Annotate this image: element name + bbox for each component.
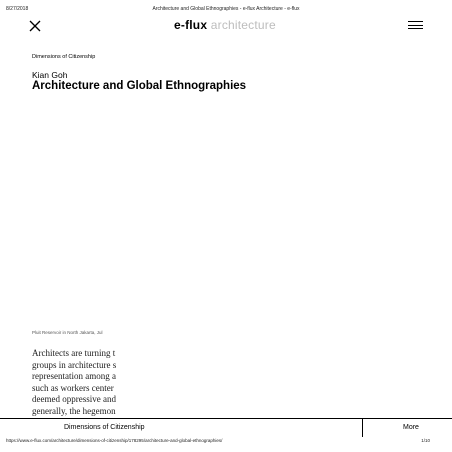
body-line: representation among a (32, 371, 116, 382)
logo-sub-text: architecture (210, 18, 276, 32)
hamburger-menu-icon (408, 21, 423, 29)
article-body (32, 348, 130, 418)
body-line: Architects are turning t (32, 348, 116, 358)
print-footer (0, 438, 452, 446)
print-date: 8/27/2018 (6, 6, 29, 12)
article-hero-image (32, 98, 420, 324)
print-page-number: 1/10 (421, 438, 430, 443)
print-page-title: Architecture and Global Ethnographies - e-flux Architecture - e-flux (152, 6, 300, 12)
close-icon (28, 19, 42, 33)
print-header (0, 6, 452, 16)
more-label: More (403, 424, 419, 431)
section-link[interactable]: Dimensions of Citizenship (32, 54, 96, 60)
bottom-section-label: Dimensions of Citizenship (64, 424, 145, 431)
logo-main-text: e-flux (174, 18, 208, 32)
print-url: https://www.e-flux.com/architecture/dimensions-of-citizenship/178295/architecture-and-global-ethnographies/ (6, 438, 223, 443)
more-button[interactable] (363, 419, 452, 437)
article-title: Architecture and Global Ethnographies (32, 80, 247, 92)
image-caption: Pluit Reservoir in North Jakarta, Jul (32, 330, 103, 335)
menu-button[interactable] (408, 21, 423, 31)
close-button[interactable] (28, 19, 42, 33)
top-navigation-bar (0, 16, 452, 36)
bottom-section-button[interactable] (0, 419, 363, 437)
body-line: generally, the hegemon (32, 405, 116, 416)
body-line: groups in architecture s (32, 359, 117, 370)
bottom-bar (0, 418, 452, 437)
article-author[interactable]: Kian Goh (32, 70, 68, 80)
body-line: such as workers center (32, 382, 114, 393)
body-line: deemed oppressive and (32, 394, 116, 405)
e-flux-architecture-logo[interactable] (174, 18, 276, 32)
